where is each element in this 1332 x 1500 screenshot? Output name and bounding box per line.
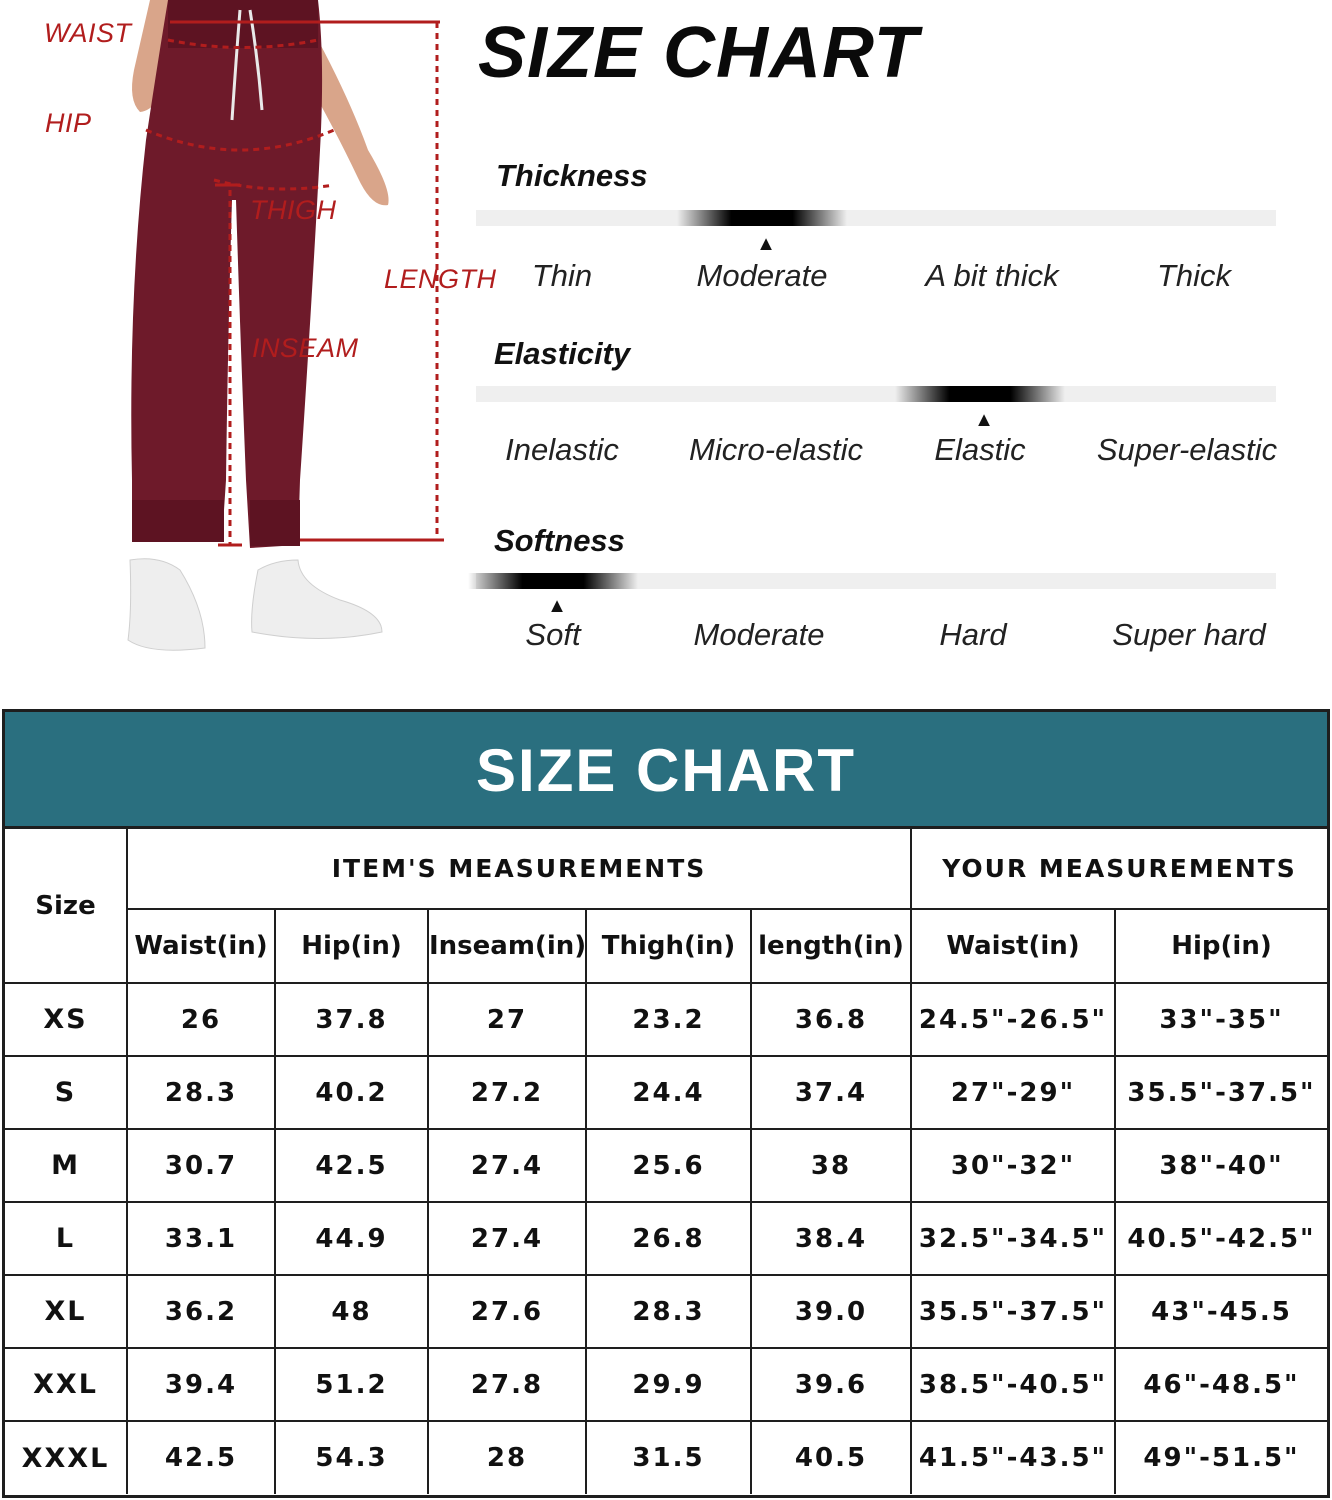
column-header: Waist(in)	[127, 909, 275, 983]
measurement-cell: 27.8	[428, 1348, 586, 1421]
measurement-cell: 26	[127, 983, 275, 1056]
softness-scale-indicator	[468, 573, 638, 589]
measurement-cell: 42.5	[275, 1129, 428, 1202]
measurement-cell: 38"-40"	[1115, 1129, 1327, 1202]
measurement-cell: 39.0	[751, 1275, 911, 1348]
measurement-cell: 24.5"-26.5"	[911, 983, 1115, 1056]
pants-shape	[131, 0, 322, 548]
thickness-option: Thick	[1156, 258, 1232, 293]
measurement-cell: 40.5"-42.5"	[1115, 1202, 1327, 1275]
size-table-container	[2, 709, 1330, 1498]
measurement-cell: 48	[275, 1275, 428, 1348]
size-table-banner: SIZE CHART	[5, 712, 1327, 829]
left-cuff	[132, 500, 224, 542]
column-header: Hip(in)	[1115, 909, 1327, 983]
measurement-cell: 27.4	[428, 1129, 586, 1202]
right-shoe	[252, 560, 382, 639]
elasticity-title: Elasticity	[494, 336, 631, 371]
thickness-option: A bit thick	[925, 258, 1059, 293]
column-header: Waist(in)	[911, 909, 1115, 983]
softness-option: Super hard	[1112, 617, 1266, 652]
thickness-option: Moderate	[696, 258, 828, 293]
size-chart-heading: SIZE CHART	[478, 13, 919, 93]
thickness-marker-icon: ▲	[756, 233, 776, 255]
measurement-cell: 35.5"-37.5"	[1115, 1056, 1327, 1129]
table-row	[5, 1275, 1327, 1348]
measurement-cell: 36.2	[127, 1275, 275, 1348]
softness-option: Hard	[939, 617, 1007, 652]
elasticity-scale-track	[476, 386, 1276, 402]
measurement-cell: 40.2	[275, 1056, 428, 1129]
elasticity-marker-icon: ▲	[974, 409, 994, 431]
measurement-cell: 26.8	[586, 1202, 751, 1275]
measurement-cell: 23.2	[586, 983, 751, 1056]
column-header: length(in)	[751, 909, 911, 983]
thickness-option: Thin	[531, 258, 593, 293]
measurement-cell: 44.9	[275, 1202, 428, 1275]
measurement-cell: 27"-29"	[911, 1056, 1115, 1129]
thickness-scale-indicator	[677, 210, 847, 226]
measurement-cell: 37.4	[751, 1056, 911, 1129]
softness-option: Soft	[525, 617, 581, 652]
right-cuff	[250, 500, 300, 546]
table-row	[5, 983, 1327, 1056]
table-row	[5, 1129, 1327, 1202]
size-cell: XL	[5, 1275, 127, 1348]
size-cell: XXL	[5, 1348, 127, 1421]
measurement-cell: 32.5"-34.5"	[911, 1202, 1115, 1275]
softness-option: Moderate	[693, 617, 825, 652]
measurement-cell: 28.3	[127, 1056, 275, 1129]
softness-title: Softness	[494, 523, 625, 558]
measurement-cell: 42.5	[127, 1421, 275, 1494]
softness-marker-icon: ▲	[547, 595, 567, 617]
measurement-cell: 49"-51.5"	[1115, 1421, 1327, 1494]
measurement-cell: 51.2	[275, 1348, 428, 1421]
measurement-cell: 46"-48.5"	[1115, 1348, 1327, 1421]
your-measurements-header: YOUR MEASUREMENTS	[911, 829, 1327, 909]
measurement-cell: 40.5	[751, 1421, 911, 1494]
items-measurements-header: ITEM'S MEASUREMENTS	[127, 829, 911, 909]
size-cell: XXXL	[5, 1421, 127, 1494]
size-table	[5, 829, 1327, 1494]
measurement-cell: 35.5"-37.5"	[911, 1275, 1115, 1348]
measurement-cell: 29.9	[586, 1348, 751, 1421]
measurement-cell: 43"-45.5	[1115, 1275, 1327, 1348]
measurement-cell: 30"-32"	[911, 1129, 1115, 1202]
elasticity-option: Elastic	[934, 432, 1026, 467]
measurement-cell: 39.6	[751, 1348, 911, 1421]
pants-figure-svg	[0, 0, 500, 690]
thickness-title: Thickness	[496, 158, 648, 193]
column-header: Hip(in)	[275, 909, 428, 983]
table-row	[5, 1421, 1327, 1494]
measurement-cell: 27.4	[428, 1202, 586, 1275]
size-cell: M	[5, 1129, 127, 1202]
table-row	[5, 1056, 1327, 1129]
measurement-cell: 38.4	[751, 1202, 911, 1275]
size-cell: XS	[5, 983, 127, 1056]
measurement-cell: 54.3	[275, 1421, 428, 1494]
hip-label: HIP	[45, 108, 92, 138]
measurement-cell: 36.8	[751, 983, 911, 1056]
size-table-body	[5, 983, 1327, 1494]
measurement-cell: 38.5"-40.5"	[911, 1348, 1115, 1421]
right-arm	[318, 40, 389, 205]
measurement-cell: 37.8	[275, 983, 428, 1056]
measurement-cell: 41.5"-43.5"	[911, 1421, 1115, 1494]
column-header: Inseam(in)	[428, 909, 586, 983]
measurement-cell: 33.1	[127, 1202, 275, 1275]
table-row	[5, 1348, 1327, 1421]
column-header: Thigh(in)	[586, 909, 751, 983]
measurement-cell: 27.6	[428, 1275, 586, 1348]
size-cell: L	[5, 1202, 127, 1275]
column-header-row	[5, 909, 1327, 983]
measurement-cell: 39.4	[127, 1348, 275, 1421]
length-label: LENGTH	[384, 264, 497, 294]
elasticity-scale-indicator	[895, 386, 1065, 402]
measurement-cell: 33"-35"	[1115, 983, 1327, 1056]
table-row	[5, 1202, 1327, 1275]
size-column-header: Size	[5, 829, 127, 983]
measurement-cell: 24.4	[586, 1056, 751, 1129]
elasticity-option: Inelastic	[505, 432, 619, 467]
measurement-cell: 25.6	[586, 1129, 751, 1202]
measurement-cell: 38	[751, 1129, 911, 1202]
measurement-cell: 31.5	[586, 1421, 751, 1494]
measurement-cell: 30.7	[127, 1129, 275, 1202]
measurement-cell: 28	[428, 1421, 586, 1494]
measurement-cell: 27	[428, 983, 586, 1056]
elasticity-option: Super-elastic	[1096, 432, 1278, 467]
softness-scale-track	[476, 573, 1276, 589]
size-cell: S	[5, 1056, 127, 1129]
waist-label: WAIST	[44, 18, 132, 48]
measurement-cell: 27.2	[428, 1056, 586, 1129]
thigh-label: THIGH	[250, 195, 337, 225]
inseam-label: INSEAM	[252, 333, 359, 363]
pants-illustration	[0, 0, 500, 690]
elasticity-option: Micro-elastic	[689, 432, 863, 467]
left-shoe	[128, 559, 205, 650]
thickness-scale-track	[476, 210, 1276, 226]
waistband	[168, 0, 318, 48]
measurement-cell: 28.3	[586, 1275, 751, 1348]
